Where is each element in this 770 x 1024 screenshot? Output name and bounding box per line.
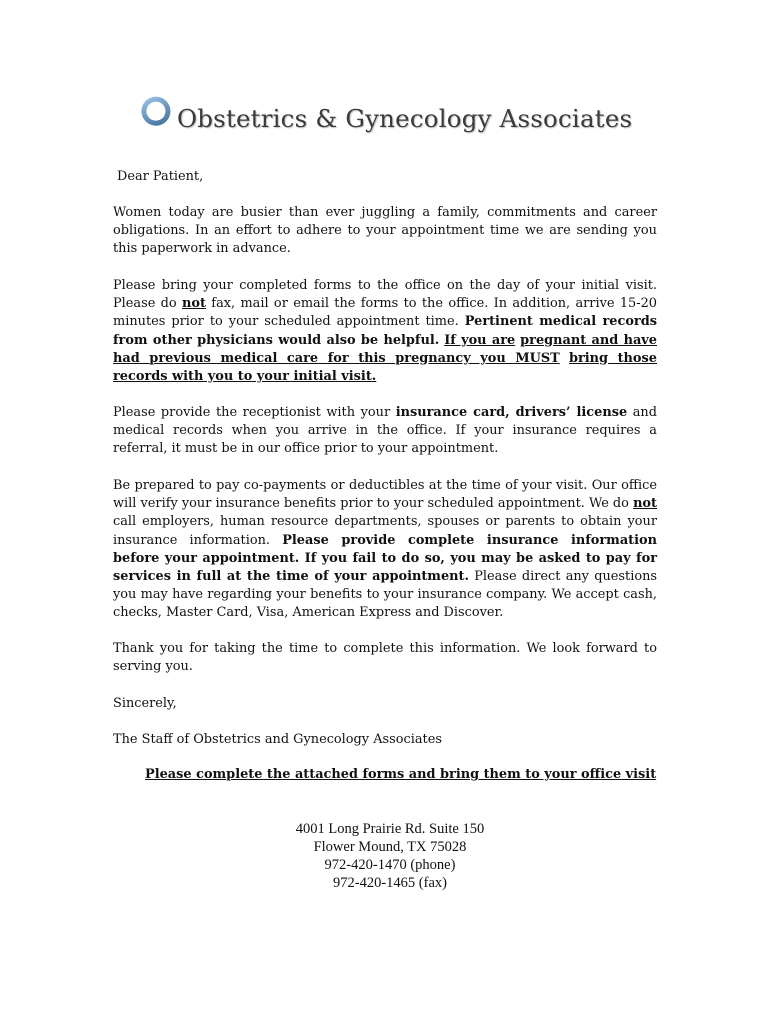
closing-instruction: Please complete the attached forms and bring them to your office visit	[145, 767, 657, 782]
address-phone: 972-420-1470 (phone)	[324, 857, 456, 873]
sign-off: Sincerely,	[113, 696, 177, 711]
text-span: Be prepared to pay co-payments or deductibles at the time of your visit. Our office will verify your insurance benefits prior to your scheduled appointment. We do	[113, 478, 657, 512]
emphasis-not: not	[633, 496, 657, 512]
emphasis-pregnant-care: pregnant and have had previous medical care for this pregnancy you MUST	[113, 332, 658, 366]
address-block	[240, 820, 540, 892]
emphasis-records: Pertinent medical records from other physicians would also be helpful.	[113, 314, 657, 348]
paragraph-intro: Women today are busier than ever juggling a family, commitments and career obligations. In an effort to adhere to your appointment time we are sending you this paperwork in advance.	[113, 205, 657, 257]
emphasis-if-pregnant: If you are	[444, 332, 516, 348]
female-symbol-icon	[133, 94, 175, 150]
address-fax: 972-420-1465 (fax)	[333, 875, 447, 891]
emphasis-not: not	[182, 296, 206, 312]
letterhead	[133, 94, 673, 154]
text-span: fax, mail or email the forms to the office. In addition, arrive 15-20 minutes prior to your scheduled appointment time.	[113, 296, 657, 330]
paragraph-forms	[113, 277, 657, 386]
paragraph-thanks: Thank you for taking the time to complete this information. We look forward to serving you.	[113, 641, 657, 675]
text-span	[560, 351, 569, 366]
text-span: Please provide the receptionist with your	[113, 405, 396, 420]
text-span: call employers, human resource departments, spouses or parents to obtain your insurance information.	[113, 514, 657, 548]
practice-name: Obstetrics & Gynecology Associates	[177, 104, 633, 133]
text-span: Please bring your completed forms to the office on the day of your initial visit. Please do	[113, 278, 657, 312]
emphasis-insurance-card: insurance card, drivers’ license	[395, 405, 628, 420]
text-span: and medical records when you arrive in the office. If your insurance requires a referral, it must be in our office prior to your appointment.	[113, 405, 657, 457]
address-city: Flower Mound, TX 75028	[313, 839, 467, 855]
signature: The Staff of Obstetrics and Gynecology Associates	[113, 732, 442, 747]
paragraph-payments	[113, 477, 657, 623]
emphasis-insurance-info: Please provide complete insurance information before your appointment. If you fail to do so, you may be asked to pay for services in full at the time of your appointment.	[113, 532, 657, 585]
salutation: Dear Patient,	[117, 169, 204, 184]
address-street: 4001 Long Prairie Rd. Suite 150	[295, 821, 485, 837]
text-span: Please direct any questions you may have regarding your benefits to your insurance company. We accept cash, checks, Master Card, Visa, American Express and Discover.	[113, 569, 658, 621]
paragraph-receptionist	[113, 404, 657, 459]
emphasis-bring-records: bring those records with you to your initial visit.	[113, 350, 657, 385]
